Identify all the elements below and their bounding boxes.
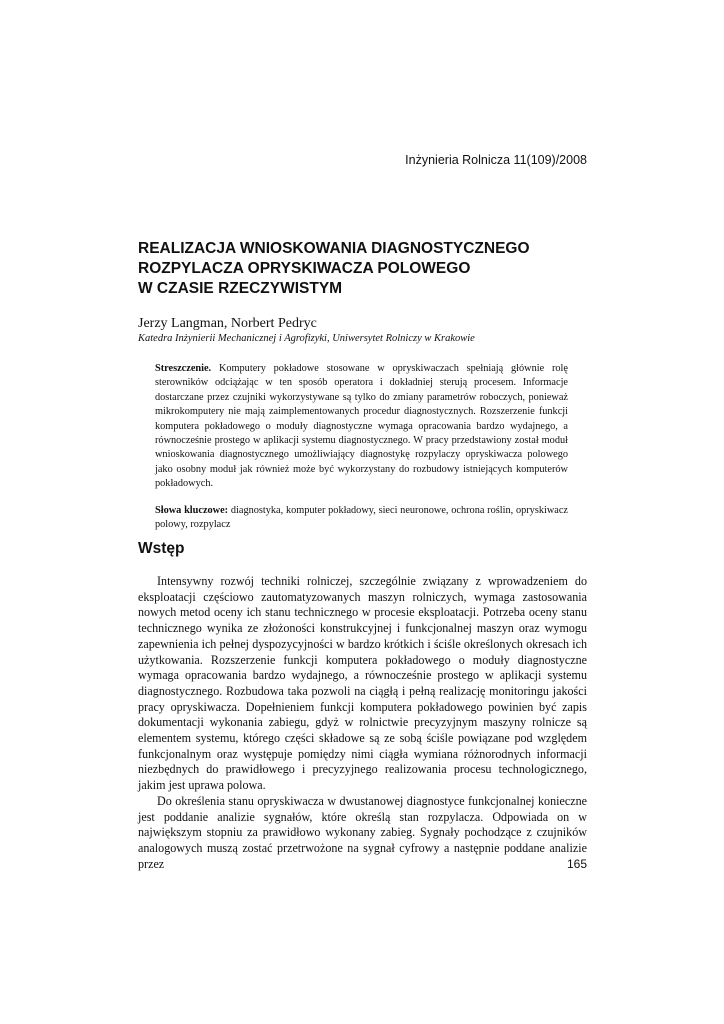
abstract-label: Streszczenie. — [155, 363, 212, 374]
title-line: W CZASIE RZECZYWISTYM — [138, 280, 343, 297]
keywords-label: Słowa kluczowe: — [155, 504, 229, 516]
paragraph: Intensywny rozwój techniki rolniczej, szczególnie związany z wprowadzeniem do eksploatacji częściowo zautomatyzowanych maszyn rolniczych, wymaga zastosowania nowych metod oceny ich stanu technicznego w procesie eksploatacji. Potrzeba oceny stanu technicznego wynika ze złożoności konstrukcyjnej i funkcjonalnej maszyn oraz wymogu zapewnienia ich pełnej dyspozycyjności w bardzo krótkich i ściśle określonych okresach ich użytkowania. Rozszerzenie funkcji komputera pokładowego o moduły diagnostyczne wymaga opracowania bardzo wydajnego, a równocześnie prostego w aplikacji systemu diagnostycznego. Rozbudowa taka pozwoli na ciągłą i pełną realizację monitoringu jakości pracy opryskiwacza. Dopełnieniem funkcji komputera pokładowego powinien być zapis dokumentacji wykonania zabiegu, gdyż w rolnictwie precyzyjnym maszyny rolnicze są elementem systemu, którego części składowe są ze sobą ściśle powiązane pod względem funkcjonalnym oraz występuje pomiędzy nimi ciągła wymiana różnorodnych informacji niezbędnych do prawidłowego i precyzyjnego realizowania procesu technologicznego, jakim jest uprawa polowa. — [138, 574, 587, 793]
page-number: 165 — [566, 857, 587, 871]
abstract-block — [155, 362, 568, 532]
paper-title — [138, 239, 598, 299]
abstract-text: Komputery pokładowe stosowane w opryskiwaczach spełniają głównie rolę sterowników odciążając w ten sposób operatora i dokładniej sterują procesem. Informacje dostarczane przez czujniki wykorzystywane są tylko do zmiany parametrów roboczych, ponieważ mikrokomputery nie mają zaimplementowanych procedur diagnostycznych. Rozszerzenie funkcji komputera pokładowego o moduły diagnostyczne wymaga opracowania bardzo wydajnego, a równocześnie prostego w aplikacji systemu diagnostycznego. W pracy przedstawiony został moduł wnioskowania diagnostycznego umożliwiający diagnostykę rozpylaczy opryskiwacza polowego jako osobny moduł jak również może być wykorzystany do rozbudowy istniejących komputerów pokładowych. — [155, 363, 568, 490]
section-heading: Wstęp — [138, 540, 185, 557]
keywords-text: diagnostyka, komputer pokładowy, sieci neuronowe, ochrona roślin, opryskiwacz polowy, rozpylacz — [155, 504, 568, 531]
body-text — [138, 574, 587, 872]
paragraph: Do określenia stanu opryskiwacza w dwustanowej diagnostyce funkcjonalnej konieczne jest poddanie analizie sygnałów, które określą stan rozpylacza. Odpowiada on w największym stopniu za prawidłowo wykonany zabieg. Sygnały pochodzące z czujników analogowych muszą zostać przetrwożone na sygnał cyfrowy a następnie poddane analizie przez — [138, 793, 587, 871]
keywords — [155, 504, 568, 533]
journal-header: Inżynieria Rolnicza 11(109)/2008 — [405, 153, 587, 167]
affiliation: Katedra Inżynierii Mechanicznej i Agrofizyki, Uniwersytet Rolniczy w Krakowie — [138, 333, 475, 344]
title-line: REALIZACJA WNIOSKOWANIA DIAGNOSTYCZNEGO — [138, 240, 530, 257]
authors: Jerzy Langman, Norbert Pedryc — [138, 316, 317, 331]
abstract — [155, 362, 568, 492]
title-line: ROZPYLACZA OPRYSKIWACZA POLOWEGO — [138, 260, 471, 277]
